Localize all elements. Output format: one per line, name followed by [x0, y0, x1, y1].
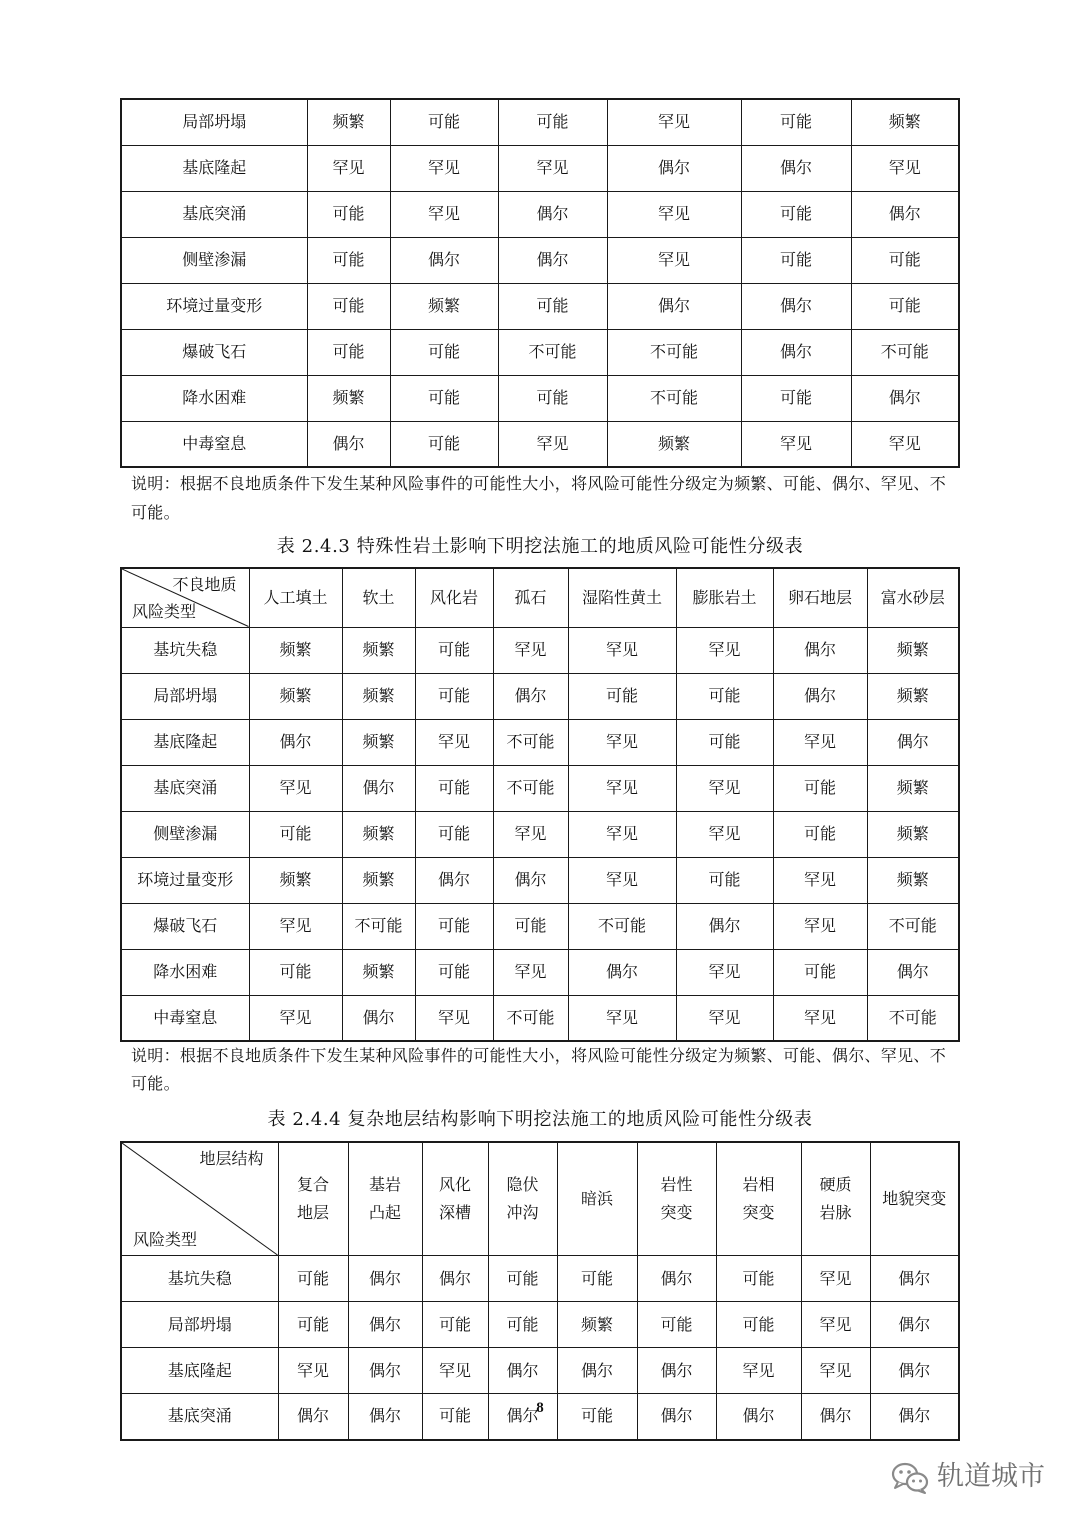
likelihood-cell: 可能	[390, 375, 498, 421]
corner-row-label: 风险类型	[132, 601, 197, 621]
likelihood-cell: 可能	[415, 765, 493, 811]
column-header: 岩相 突变	[716, 1142, 801, 1256]
table-row	[121, 99, 959, 145]
column-header: 硬质 岩脉	[801, 1142, 870, 1256]
likelihood-cell: 偶尔	[676, 903, 773, 949]
likelihood-cell: 可能	[773, 811, 867, 857]
column-header: 湿陷性黄土	[568, 568, 676, 627]
likelihood-cell: 可能	[278, 1302, 348, 1348]
likelihood-cell: 罕见	[676, 627, 773, 673]
risk-type-cell: 侧壁渗漏	[121, 237, 307, 283]
likelihood-cell: 罕见	[851, 145, 959, 191]
likelihood-cell: 偶尔	[498, 237, 607, 283]
likelihood-cell: 偶尔	[348, 1348, 422, 1394]
likelihood-cell: 罕见	[249, 765, 342, 811]
likelihood-cell: 频繁	[249, 627, 342, 673]
likelihood-cell: 偶尔	[741, 329, 851, 375]
likelihood-cell: 偶尔	[741, 145, 851, 191]
likelihood-cell: 频繁	[867, 811, 959, 857]
table-row	[121, 995, 959, 1041]
likelihood-cell: 可能	[415, 673, 493, 719]
column-header: 软土	[342, 568, 415, 627]
likelihood-cell: 偶尔	[307, 421, 390, 467]
likelihood-cell: 偶尔	[851, 191, 959, 237]
likelihood-cell: 偶尔	[773, 627, 867, 673]
likelihood-cell: 可能	[390, 329, 498, 375]
likelihood-cell: 可能	[498, 283, 607, 329]
column-header: 隐伏 冲沟	[488, 1142, 557, 1256]
column-header: 膨胀岩土	[676, 568, 773, 627]
column-header: 地貌突变	[870, 1142, 959, 1256]
column-header: 富水砂层	[867, 568, 959, 627]
likelihood-cell: 偶尔	[342, 995, 415, 1041]
watermark-text: 轨道城市	[937, 1461, 1045, 1492]
likelihood-cell: 可能	[415, 811, 493, 857]
complex-strata-likelihood-table	[120, 1141, 960, 1441]
table-row	[121, 903, 959, 949]
likelihood-cell: 罕见	[493, 627, 568, 673]
table-row	[121, 857, 959, 903]
likelihood-cell: 罕见	[390, 145, 498, 191]
likelihood-cell: 偶尔	[607, 283, 741, 329]
table-row	[121, 673, 959, 719]
table-caption: 表 2.4.3 特殊性岩土影响下明挖法施工的地质风险可能性分级表	[276, 536, 804, 557]
risk-type-cell: 降水困难	[121, 949, 249, 995]
likelihood-cell: 频繁	[390, 283, 498, 329]
table-row	[121, 145, 959, 191]
likelihood-cell: 频繁	[867, 857, 959, 903]
risk-type-cell: 基底隆起	[121, 145, 307, 191]
risk-type-cell: 基坑失稳	[121, 1256, 278, 1302]
likelihood-cell: 偶尔	[557, 1348, 637, 1394]
page-number: 8	[536, 1400, 544, 1416]
likelihood-cell: 可能	[415, 949, 493, 995]
likelihood-cell: 可能	[716, 1302, 801, 1348]
likelihood-cell: 不可能	[493, 765, 568, 811]
likelihood-cell: 罕见	[801, 1256, 870, 1302]
likelihood-cell: 可能	[488, 1256, 557, 1302]
likelihood-cell: 不可能	[867, 995, 959, 1041]
likelihood-cell: 偶尔	[867, 949, 959, 995]
likelihood-cell: 偶尔	[498, 191, 607, 237]
likelihood-cell: 罕见	[568, 765, 676, 811]
likelihood-cell: 可能	[676, 719, 773, 765]
likelihood-cell: 罕见	[676, 765, 773, 811]
likelihood-cell: 可能	[851, 283, 959, 329]
likelihood-cell: 偶尔	[278, 1394, 348, 1440]
likelihood-cell: 不可能	[342, 903, 415, 949]
table-header	[121, 1142, 959, 1256]
likelihood-cell: 罕见	[422, 1348, 488, 1394]
risk-type-cell: 降水困难	[121, 375, 307, 421]
likelihood-cell: 可能	[422, 1394, 488, 1440]
likelihood-cell: 罕见	[498, 421, 607, 467]
risk-type-cell: 基底隆起	[121, 719, 249, 765]
likelihood-cell: 罕见	[607, 99, 741, 145]
likelihood-cell: 偶尔	[773, 673, 867, 719]
table-row	[121, 765, 959, 811]
likelihood-cell: 偶尔	[870, 1256, 959, 1302]
table-row	[121, 1348, 959, 1394]
likelihood-cell: 频繁	[342, 719, 415, 765]
table-row	[121, 627, 959, 673]
likelihood-cell: 偶尔	[867, 719, 959, 765]
table-row	[121, 191, 959, 237]
likelihood-cell: 频繁	[851, 99, 959, 145]
likelihood-cell: 可能	[390, 421, 498, 467]
likelihood-cell: 罕见	[568, 811, 676, 857]
table-row	[121, 421, 959, 467]
likelihood-cell: 可能	[741, 99, 851, 145]
likelihood-cell: 罕见	[801, 1348, 870, 1394]
column-header: 岩性 突变	[637, 1142, 716, 1256]
risk-type-cell: 局部坍塌	[121, 99, 307, 145]
likelihood-cell: 偶尔	[870, 1348, 959, 1394]
likelihood-cell: 频繁	[342, 857, 415, 903]
likelihood-cell: 罕见	[498, 145, 607, 191]
likelihood-cell: 可能	[741, 375, 851, 421]
table-row	[121, 719, 959, 765]
likelihood-cell: 罕见	[741, 421, 851, 467]
likelihood-cell: 偶尔	[348, 1394, 422, 1440]
likelihood-cell: 频繁	[342, 673, 415, 719]
table-header	[121, 568, 959, 627]
likelihood-cell: 频繁	[342, 811, 415, 857]
column-header: 人工填土	[249, 568, 342, 627]
risk-type-cell: 环境过量变形	[121, 857, 249, 903]
corner-header-cell	[121, 1142, 278, 1256]
likelihood-cell: 可能	[773, 765, 867, 811]
likelihood-cell: 不可能	[607, 329, 741, 375]
likelihood-cell: 偶尔	[342, 765, 415, 811]
likelihood-cell: 偶尔	[422, 1256, 488, 1302]
likelihood-cell: 频繁	[867, 627, 959, 673]
risk-type-cell: 中毒窒息	[121, 995, 249, 1041]
table-row	[121, 237, 959, 283]
likelihood-table-continued	[120, 98, 960, 468]
likelihood-cell: 罕见	[568, 857, 676, 903]
likelihood-cell: 可能	[498, 375, 607, 421]
likelihood-cell: 偶尔	[348, 1256, 422, 1302]
likelihood-cell: 可能	[249, 811, 342, 857]
likelihood-cell: 偶尔	[249, 719, 342, 765]
column-header: 风化 深槽	[422, 1142, 488, 1256]
risk-type-cell: 基底隆起	[121, 1348, 278, 1394]
table-caption: 表 2.4.4 复杂地层结构影响下明挖法施工的地质风险可能性分级表	[267, 1109, 813, 1130]
likelihood-cell: 偶尔	[851, 375, 959, 421]
likelihood-cell: 可能	[415, 627, 493, 673]
likelihood-cell: 罕见	[773, 995, 867, 1041]
likelihood-cell: 可能	[773, 949, 867, 995]
likelihood-cell: 不可能	[867, 903, 959, 949]
special-soil-likelihood-table	[120, 567, 960, 1042]
likelihood-cell: 可能	[249, 949, 342, 995]
likelihood-cell: 罕见	[415, 719, 493, 765]
likelihood-cell: 可能	[422, 1302, 488, 1348]
likelihood-cell: 偶尔	[741, 283, 851, 329]
likelihood-cell: 可能	[307, 283, 390, 329]
wechat-icon	[891, 1461, 929, 1495]
likelihood-cell: 偶尔	[870, 1302, 959, 1348]
likelihood-cell: 罕见	[415, 995, 493, 1041]
likelihood-cell: 罕见	[568, 719, 676, 765]
likelihood-cell: 频繁	[867, 673, 959, 719]
corner-header-cell	[121, 568, 249, 627]
likelihood-cell: 不可能	[493, 719, 568, 765]
likelihood-cell: 罕见	[851, 421, 959, 467]
likelihood-cell: 偶尔	[568, 949, 676, 995]
risk-type-cell: 基底突涌	[121, 1394, 278, 1440]
likelihood-cell: 偶尔	[493, 857, 568, 903]
likelihood-cell: 偶尔	[801, 1394, 870, 1440]
likelihood-cell: 罕见	[676, 811, 773, 857]
corner-row-label: 风险类型	[133, 1230, 198, 1249]
likelihood-cell: 不可能	[493, 995, 568, 1041]
likelihood-cell: 可能	[493, 903, 568, 949]
likelihood-cell: 罕见	[676, 949, 773, 995]
likelihood-cell: 可能	[716, 1256, 801, 1302]
risk-type-cell: 环境过量变形	[121, 283, 307, 329]
likelihood-cell: 罕见	[249, 903, 342, 949]
likelihood-cell: 偶尔	[637, 1256, 716, 1302]
likelihood-cell: 罕见	[390, 191, 498, 237]
likelihood-cell: 频繁	[342, 627, 415, 673]
table-row	[121, 1256, 959, 1302]
likelihood-cell: 罕见	[568, 995, 676, 1041]
table-row	[121, 811, 959, 857]
likelihood-cell: 偶尔	[493, 673, 568, 719]
likelihood-cell: 可能	[557, 1256, 637, 1302]
risk-type-cell: 侧壁渗漏	[121, 811, 249, 857]
likelihood-cell: 可能	[741, 237, 851, 283]
column-header: 风化岩	[415, 568, 493, 627]
likelihood-cell: 罕见	[278, 1348, 348, 1394]
likelihood-cell: 可能	[557, 1394, 637, 1440]
likelihood-cell: 频繁	[342, 949, 415, 995]
table-row	[121, 375, 959, 421]
table-note: 说明：根据不良地质条件下发生某种风险事件的可能性大小，将风险可能性分级定为频繁、可能、偶尔、罕见、不可能。	[131, 1046, 947, 1093]
likelihood-cell: 罕见	[676, 995, 773, 1041]
likelihood-cell: 可能	[676, 857, 773, 903]
likelihood-cell: 不可能	[498, 329, 607, 375]
likelihood-cell: 罕见	[773, 719, 867, 765]
likelihood-cell: 频繁	[307, 375, 390, 421]
likelihood-cell: 偶尔	[637, 1394, 716, 1440]
likelihood-cell: 频繁	[307, 99, 390, 145]
column-header: 基岩 凸起	[348, 1142, 422, 1256]
likelihood-cell: 可能	[637, 1302, 716, 1348]
column-header: 复合 地层	[278, 1142, 348, 1256]
likelihood-cell: 偶尔	[488, 1394, 557, 1440]
risk-type-cell: 基坑失稳	[121, 627, 249, 673]
likelihood-cell: 偶尔	[637, 1348, 716, 1394]
likelihood-cell: 罕见	[607, 237, 741, 283]
likelihood-cell: 罕见	[249, 995, 342, 1041]
likelihood-cell: 可能	[307, 237, 390, 283]
likelihood-cell: 罕见	[607, 191, 741, 237]
likelihood-cell: 可能	[498, 99, 607, 145]
likelihood-cell: 可能	[415, 903, 493, 949]
likelihood-cell: 偶尔	[390, 237, 498, 283]
likelihood-cell: 频繁	[249, 857, 342, 903]
likelihood-cell: 罕见	[493, 949, 568, 995]
likelihood-cell: 频繁	[607, 421, 741, 467]
risk-type-cell: 中毒窒息	[121, 421, 307, 467]
likelihood-cell: 偶尔	[870, 1394, 959, 1440]
likelihood-cell: 可能	[307, 191, 390, 237]
likelihood-cell: 可能	[488, 1302, 557, 1348]
likelihood-cell: 可能	[307, 329, 390, 375]
risk-type-cell: 局部坍塌	[121, 673, 249, 719]
likelihood-cell: 可能	[741, 191, 851, 237]
likelihood-cell: 偶尔	[607, 145, 741, 191]
likelihood-cell: 偶尔	[348, 1302, 422, 1348]
risk-type-cell: 基底突涌	[121, 765, 249, 811]
likelihood-cell: 罕见	[493, 811, 568, 857]
header-row	[121, 568, 959, 627]
likelihood-cell: 偶尔	[716, 1394, 801, 1440]
risk-type-cell: 爆破飞石	[121, 903, 249, 949]
likelihood-cell: 可能	[390, 99, 498, 145]
likelihood-cell: 罕见	[773, 903, 867, 949]
likelihood-cell: 罕见	[773, 857, 867, 903]
likelihood-cell: 可能	[676, 673, 773, 719]
table-row	[121, 329, 959, 375]
likelihood-cell: 罕见	[716, 1348, 801, 1394]
table-row	[121, 283, 959, 329]
column-header: 卵石地层	[773, 568, 867, 627]
table-row	[121, 1302, 959, 1348]
risk-type-cell: 局部坍塌	[121, 1302, 278, 1348]
likelihood-cell: 不可能	[607, 375, 741, 421]
table-body	[121, 99, 959, 467]
table-note: 说明：根据不良地质条件下发生某种风险事件的可能性大小，将风险可能性分级定为频繁、可能、偶尔、罕见、不可能。	[131, 474, 947, 522]
likelihood-cell: 罕见	[801, 1302, 870, 1348]
likelihood-cell: 频繁	[867, 765, 959, 811]
likelihood-cell: 频繁	[249, 673, 342, 719]
corner-column-label: 地层结构	[199, 1149, 264, 1168]
risk-type-cell: 爆破飞石	[121, 329, 307, 375]
likelihood-cell: 可能	[851, 237, 959, 283]
likelihood-cell: 可能	[278, 1256, 348, 1302]
header-row	[121, 1142, 959, 1256]
likelihood-cell: 罕见	[568, 627, 676, 673]
likelihood-cell: 罕见	[307, 145, 390, 191]
likelihood-cell: 可能	[568, 673, 676, 719]
table-row	[121, 949, 959, 995]
table-body	[121, 627, 959, 1041]
likelihood-cell: 偶尔	[415, 857, 493, 903]
likelihood-cell: 频繁	[557, 1302, 637, 1348]
likelihood-cell: 不可能	[568, 903, 676, 949]
column-header: 孤石	[493, 568, 568, 627]
column-header: 暗浜	[557, 1142, 637, 1256]
likelihood-cell: 偶尔	[488, 1348, 557, 1394]
corner-column-label: 不良地质	[172, 575, 237, 594]
risk-type-cell: 基底突涌	[121, 191, 307, 237]
likelihood-cell: 不可能	[851, 329, 959, 375]
